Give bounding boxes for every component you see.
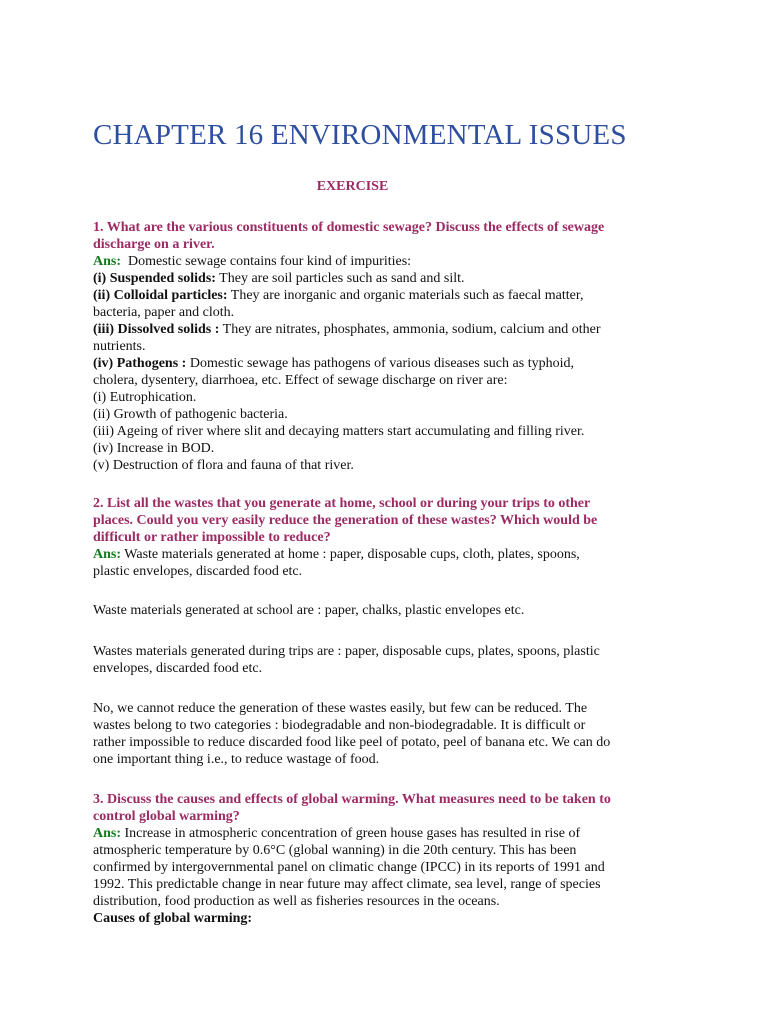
answer-line xyxy=(93,546,673,563)
constituent-text: They are soil particles such as sand and silt. xyxy=(215,271,465,286)
constituent-item xyxy=(93,321,673,338)
question-2-text: difficult or rather impossible to reduce? xyxy=(93,530,331,545)
page-title: CHAPTER 16 ENVIRONMENTAL ISSUES xyxy=(93,119,627,152)
answer-line xyxy=(93,825,673,842)
exercise-heading: EXERCISE xyxy=(316,179,389,194)
constituent-label: (i) Suspended solids: xyxy=(93,271,216,286)
paragraph-line: wastes belong to two categories : biodegradable and non-biodegradable. It is difficult or xyxy=(93,718,586,733)
question-2-text: 2. List all the wastes that you generate at home, school or during your trips to other xyxy=(93,496,591,511)
reduce-waste-paragraph xyxy=(93,700,673,768)
question-3-block xyxy=(93,791,673,927)
answer-text: 1992. This predictable change in near future may affect climate, sea level, range of species xyxy=(93,877,601,892)
ans-label: Ans: xyxy=(93,547,122,562)
answer-text: distribution, food production as well as fisheries resources in the oceans. xyxy=(93,894,500,909)
paragraph-line: one important thing i.e., to reduce wastage of food. xyxy=(93,752,380,767)
paragraph-line: Wastes materials generated during trips are : paper, disposable cups, plates, spoons, plastic xyxy=(93,644,600,659)
school-waste-paragraph xyxy=(93,602,673,619)
constituent-item xyxy=(93,287,673,304)
answer-text: confirmed by intergovernmental panel on climatic change (IPCC) in its reports of 1991 and xyxy=(93,860,605,875)
effect-item: (iv) Increase in BOD. xyxy=(93,441,215,456)
constituent-item xyxy=(93,270,673,287)
paragraph-line: rather impossible to reduce discarded food like peel of potato, peel of banana etc. We can do xyxy=(93,735,611,750)
answer-text: atmospheric temperature by 0.6°C (global wanning) in die 20th century. This has been xyxy=(93,843,577,858)
question-2-text: places. Could you very easily reduce the generation of these wastes? Which would be xyxy=(93,513,598,528)
question-2-block xyxy=(93,495,673,580)
question-3-text: control global warming? xyxy=(93,809,240,824)
constituent-item xyxy=(93,355,673,372)
effect-item: (ii) Growth of pathogenic bacteria. xyxy=(93,407,288,422)
effect-item: (i) Eutrophication. xyxy=(93,390,197,405)
question-3-text: 3. Discuss the causes and effects of global warming. What measures need to be taken to xyxy=(93,792,611,807)
ans-label: Ans: xyxy=(93,254,122,269)
answer-line xyxy=(93,253,673,270)
effect-item: (iii) Ageing of river where slit and decaying matters start accumulating and filling river. xyxy=(93,424,585,439)
answer-text: Waste materials generated at home : paper, disposable cups, cloth, plates, spoons, xyxy=(121,547,580,562)
question-1-block xyxy=(93,219,673,474)
question-1-text: discharge on a river. xyxy=(93,237,215,252)
paragraph-line: No, we cannot reduce the generation of these wastes easily, but few can be reduced. The xyxy=(93,701,588,716)
ans-label: Ans: xyxy=(93,826,122,841)
paragraph-line: Waste materials generated at school are : paper, chalks, plastic envelopes etc. xyxy=(93,603,525,618)
constituent-continuation: cholera, dysentery, diarrhoea, etc. Effect of sewage discharge on river are: xyxy=(93,373,508,388)
constituent-text: They are nitrates, phosphates, ammonia, sodium, calcium and other xyxy=(219,322,601,337)
constituent-label: (ii) Colloidal particles: xyxy=(93,288,228,303)
constituent-label: (iv) Pathogens : xyxy=(93,356,187,371)
constituent-continuation: nutrients. xyxy=(93,339,146,354)
answer-text: Domestic sewage contains four kind of impurities: xyxy=(121,254,412,269)
constituent-continuation: bacteria, paper and cloth. xyxy=(93,305,235,320)
constituent-label: (iii) Dissolved solids : xyxy=(93,322,220,337)
constituent-text: They are inorganic and organic materials such as faecal matter, xyxy=(227,288,584,303)
causes-heading: Causes of global warming: xyxy=(93,911,253,926)
question-1-text: 1. What are the various constituents of domestic sewage? Discuss the effects of sewage xyxy=(93,220,605,235)
trip-waste-paragraph xyxy=(93,643,673,677)
effect-item: (v) Destruction of flora and fauna of that river. xyxy=(93,458,354,473)
answer-text: Increase in atmospheric concentration of green house gases has resulted in rise of xyxy=(121,826,581,841)
answer-text: plastic envelopes, discarded food etc. xyxy=(93,564,303,579)
paragraph-line: envelopes, discarded food etc. xyxy=(93,661,263,676)
constituent-text: Domestic sewage has pathogens of various diseases such as typhoid, xyxy=(186,356,574,371)
